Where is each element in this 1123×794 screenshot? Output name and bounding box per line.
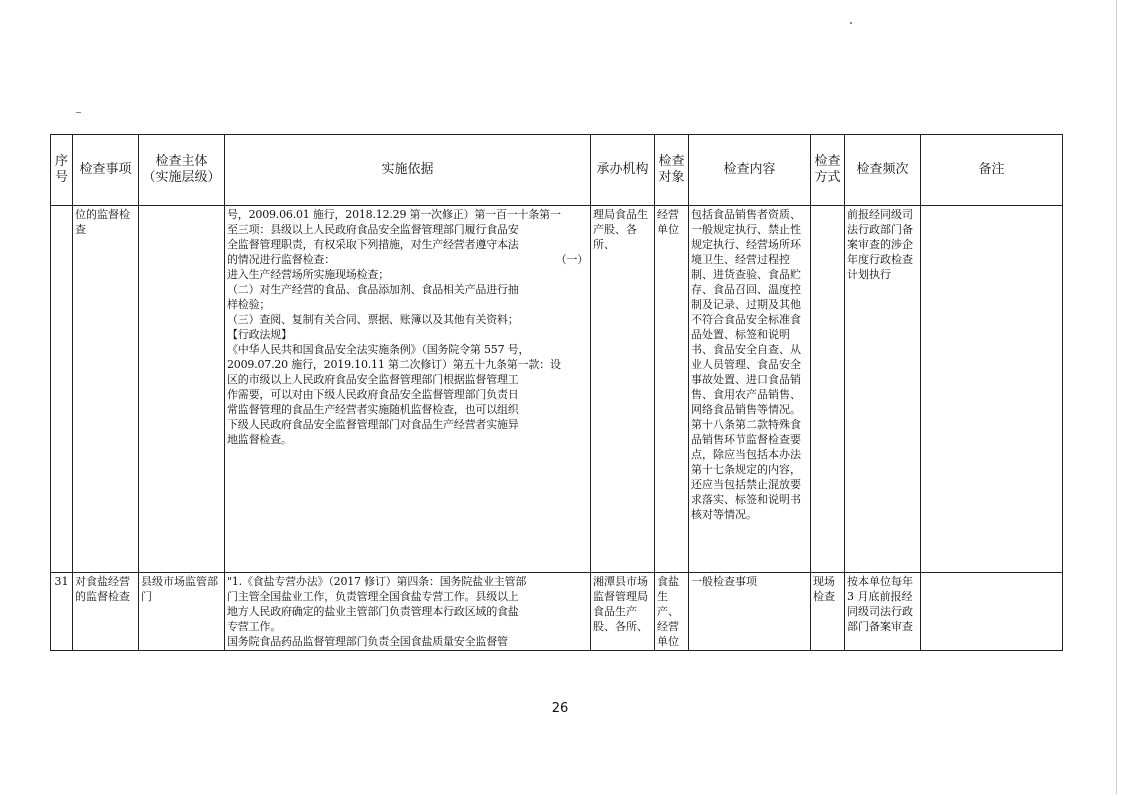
basis-line: 作需要，可以对由下级人民政府食品安全监督管理部门负责日	[227, 388, 519, 401]
cell-item: 对食盐经营的监督检查	[73, 573, 139, 651]
scan-edge-line	[1116, 0, 1117, 794]
header-item: 检查事项	[73, 135, 139, 206]
cell-agency: 湘潭县市场监督管理局食品生产股、各所、	[591, 573, 655, 651]
basis-line-left: 的情况进行监督检查：	[227, 253, 335, 266]
table-row	[51, 206, 1063, 573]
cell-method	[811, 206, 845, 573]
header-content: 检查内容	[689, 135, 811, 206]
basis-line: 进入生产经营场所实施现场检查；	[227, 268, 389, 281]
cell-target: 经营单位	[655, 206, 689, 573]
basis-line: 号，2009.06.01 施行，2018.12.29 第一次修正）第一百一十条第一	[227, 208, 561, 221]
cell-basis	[225, 573, 591, 651]
cell-agency: 理局食品生产股、各所、	[591, 206, 655, 573]
basis-line: 专营工作。	[227, 620, 281, 633]
table-row	[51, 573, 1063, 651]
basis-line: 《中华人民共和国食品安全法实施条例》（国务院令第 557 号，	[227, 343, 530, 356]
header-remarks: 备注	[921, 135, 1063, 206]
header-seq: 序号	[51, 135, 73, 206]
cell-subject	[139, 206, 225, 573]
cell-frequency: 前报经同级司法行政部门备案审查的涉企年度行政检查计划执行	[845, 206, 921, 573]
basis-line: 2009.07.20 施行，2019.10.11 第二次修订）第五十九条第一款：设	[227, 358, 561, 371]
inspection-table	[50, 134, 1063, 651]
basis-line: 地方人民政府确定的盐业主管部门负责管理本行政区域的食盐	[227, 605, 519, 618]
cell-seq: 31	[51, 573, 73, 651]
header-agency: 承办机构	[591, 135, 655, 206]
cell-seq	[51, 206, 73, 573]
cell-content: 包括食品销售者资质、一般规定执行、禁止性规定执行、经营场所环境卫生、经营过程控制、进货查验、食品贮存、食品召回、温度控制及记录、过期及其他不符合食品安全标准食品处置、标签和说明书、食品安全自查、从业人员管理、食品安全事故处置、进口食品销售、食用农产品销售、网络食品销售等情况。第十八条第二款特殊食品销售环节监督检查要点，除应当包括本办法第十七条规定的内容，还应当包括禁止混放要求落实、标签和说明书核对等情况。	[689, 206, 811, 573]
basis-line: 门主管全国盐业工作，负责管理全国食盐专营工作。县级以上	[227, 590, 519, 603]
cell-frequency: 按本单位每年 3 月底前报经同级司法行政部门备案审查	[845, 573, 921, 651]
cell-method: 现场检查	[811, 573, 845, 651]
cell-target: 食盐生产、经营单位	[655, 573, 689, 651]
basis-line: 国务院食品药品监督管理部门负责全国食盐质量安全监督管	[227, 635, 508, 648]
basis-line: （二）对生产经营的食品、食品添加剂、食品相关产品进行抽	[227, 283, 519, 296]
header-method: 检查方式	[811, 135, 845, 206]
basis-line: 下级人民政府食品安全监督管理部门对食品生产经营者实施异	[227, 418, 519, 431]
basis-line: 地监督检查。	[227, 433, 292, 446]
header-target: 检查对象	[655, 135, 689, 206]
basis-line: 区的市级以上人民政府食品安全监督管理部门根据监督管理工	[227, 373, 519, 386]
scan-speck	[850, 22, 852, 24]
header-subject-line2: （实施层级）	[142, 170, 221, 185]
basis-line: 【行政法规】	[227, 328, 292, 341]
basis-line: 至三项：县级以上人民政府食品安全监督管理部门履行食品安	[227, 223, 519, 236]
basis-line	[227, 252, 588, 267]
table-header-row	[51, 135, 1063, 206]
header-frequency: 检查频次	[845, 135, 921, 206]
basis-line: 常监督管理的食品生产经营者实施随机监督检查，也可以组织	[227, 403, 519, 416]
basis-line: 样检验；	[227, 298, 271, 311]
cell-content: 一般检查事项	[689, 573, 811, 651]
header-subject-line1: 检查主体	[155, 154, 208, 169]
page-number: 26	[551, 701, 569, 716]
cell-item: 位的监督检查	[73, 206, 139, 573]
basis-line: （三）查阅、复制有关合同、票据、账簿以及其他有关资料；	[227, 313, 519, 326]
scan-speck	[76, 112, 81, 113]
cell-remarks	[921, 206, 1063, 573]
cell-basis	[225, 206, 591, 573]
header-subject	[139, 135, 225, 206]
header-basis: 实施依据	[225, 135, 591, 206]
basis-line: "1.《食盐专营办法》（2017 修订）第四条：国务院盐业主管部	[227, 575, 527, 588]
cell-subject: 县级市场监管部门	[139, 573, 225, 651]
cell-remarks	[921, 573, 1063, 651]
basis-line-right: （一）	[555, 253, 588, 266]
basis-line: 全监督管理职责，有权采取下列措施，对生产经营者遵守本法	[227, 238, 519, 251]
